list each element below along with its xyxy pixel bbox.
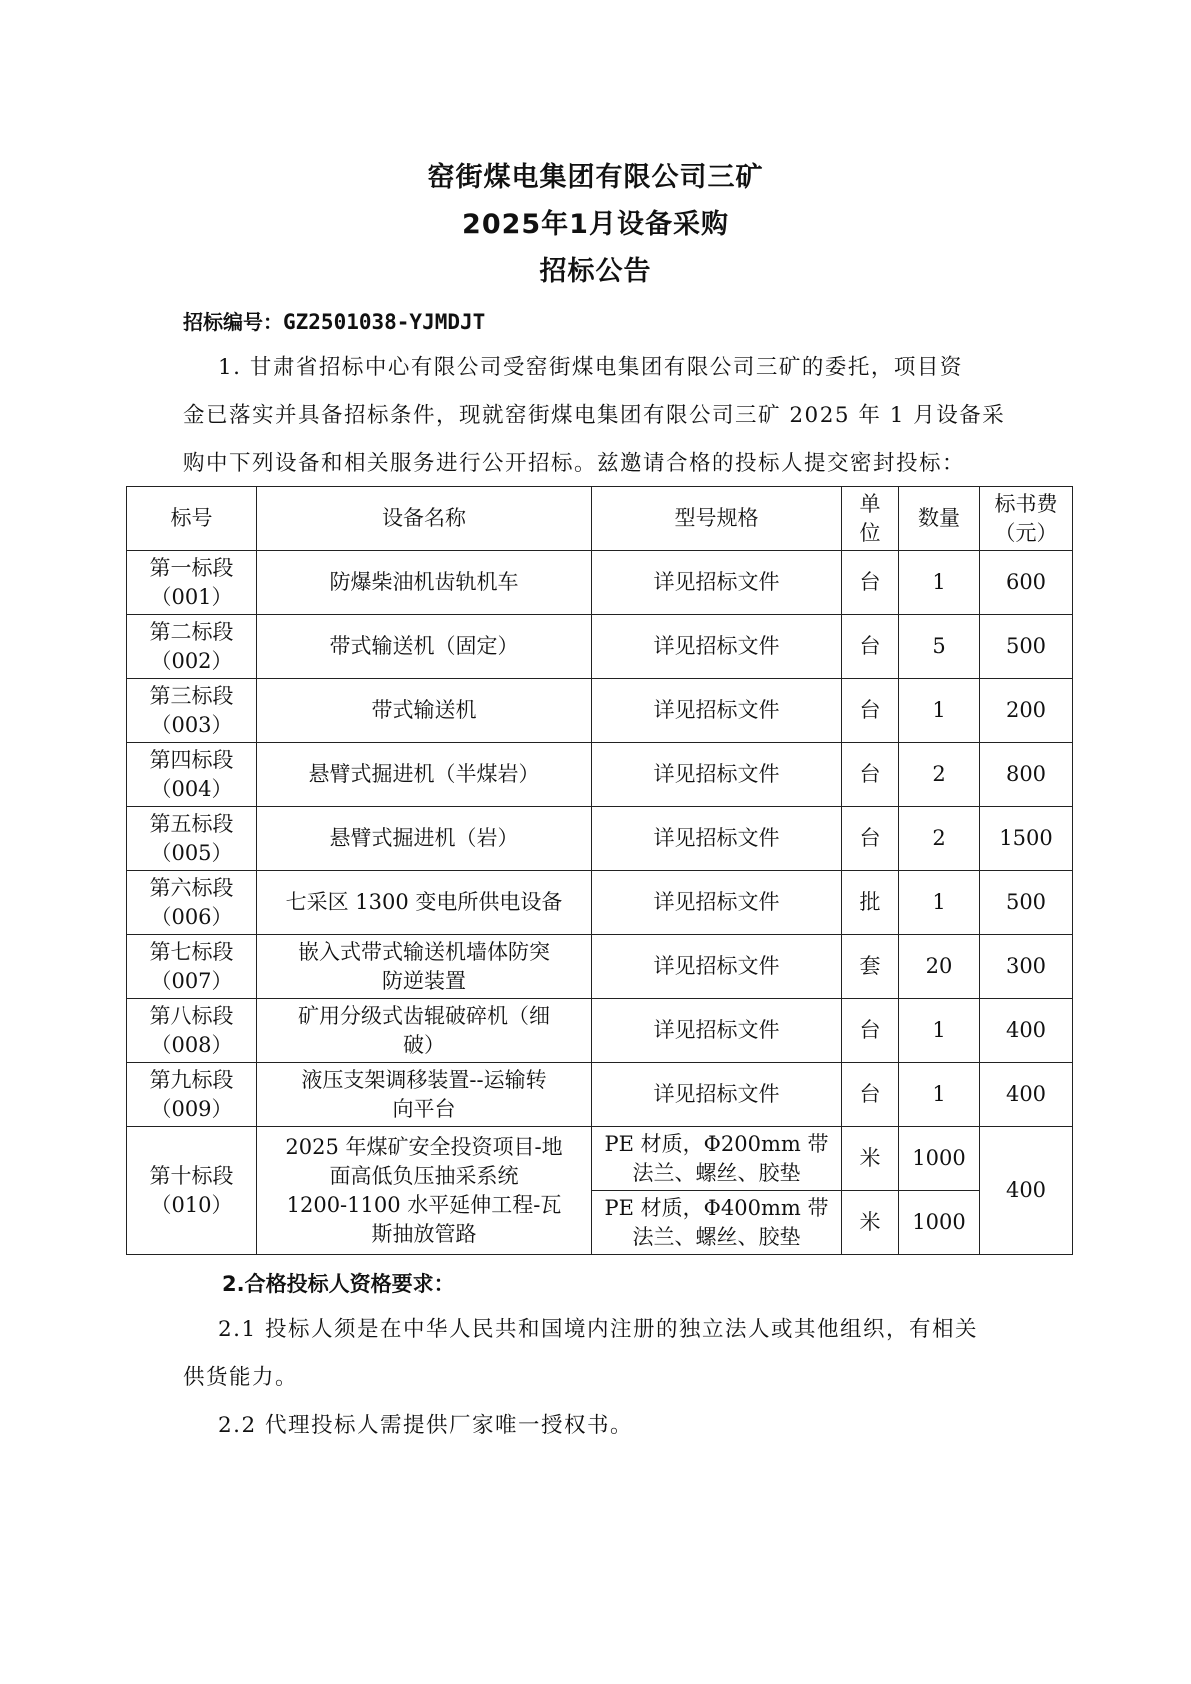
quantity-cell: 1 (899, 679, 980, 743)
header-equipment-name: 设备名称 (257, 487, 592, 551)
lot-name: 第三标段 (149, 683, 234, 708)
equipment-name-line1: 矿用分级式齿辊破碎机（细 (298, 1003, 550, 1028)
lot-code: （002） (150, 648, 233, 673)
fee-cell: 1500 (980, 807, 1073, 871)
equipment-name-cell (257, 935, 592, 999)
fee-cell: 500 (980, 871, 1073, 935)
lot-cell (127, 935, 257, 999)
table-row (127, 679, 1073, 743)
equipment-name-cell (257, 1063, 592, 1127)
fee-cell: 300 (980, 935, 1073, 999)
table-row-lot10-a (127, 1127, 1073, 1191)
equipment-name-line2: 破） (403, 1032, 445, 1057)
table-row (127, 807, 1073, 871)
bid-number-label: 招标编号： (183, 310, 283, 334)
equipment-name-line2: 向平台 (392, 1096, 456, 1121)
equipment-name-cell (257, 551, 592, 615)
unit-cell: 台 (842, 615, 899, 679)
intro-line-2: 金已落实并具备招标条件，现就窑街煤电集团有限公司三矿 2025 年 1 月设备采 (183, 403, 1006, 428)
fee-cell: 400 (980, 1063, 1073, 1127)
fee-cell: 400 (980, 1127, 1073, 1255)
equipment-name-line2: 防逆装置 (382, 968, 466, 993)
quantity-cell: 20 (899, 935, 980, 999)
lot-cell (127, 679, 257, 743)
header-unit (842, 487, 899, 551)
header-model-spec: 型号规格 (592, 487, 842, 551)
equipment-name-cell (257, 743, 592, 807)
bid-lots-table (126, 486, 1073, 1255)
project-title: 2025年1月设备采购 (462, 209, 729, 240)
lot-cell (127, 551, 257, 615)
equipment-name-line1: 七采区 1300 变电所供电设备 (285, 890, 563, 914)
unit-cell: 台 (842, 551, 899, 615)
quantity-cell: 1 (899, 551, 980, 615)
lot-cell (127, 1063, 257, 1127)
unit-cell: 台 (842, 679, 899, 743)
section2-heading: 2.合格投标人资格要求： (222, 1272, 455, 1296)
lot-cell (127, 999, 257, 1063)
lot-name: 第五标段 (149, 811, 234, 836)
spec-cell (592, 1191, 842, 1255)
lot-code: （009） (150, 1096, 233, 1121)
table-row (127, 1063, 1073, 1127)
unit-cell: 台 (842, 743, 899, 807)
lot-code: （005） (150, 840, 233, 865)
equipment-name-line2: 面高低负压抽采系统 (329, 1163, 519, 1188)
quantity-cell: 2 (899, 743, 980, 807)
table-row (127, 551, 1073, 615)
lot-cell (127, 615, 257, 679)
lot-name: 第八标段 (149, 1003, 234, 1028)
equipment-name-line4: 斯抽放管路 (371, 1221, 477, 1246)
lot-name: 第一标段 (149, 555, 234, 580)
fee-cell: 500 (980, 615, 1073, 679)
equipment-name-line1: 2025 年煤矿安全投资项目-地 (285, 1134, 563, 1159)
spec-cell: 详见招标文件 (592, 743, 842, 807)
spec-cell: 详见招标文件 (592, 935, 842, 999)
lot-code: （007） (150, 968, 233, 993)
intro-line-1: 1. 甘肃省招标中心有限公司受窑街煤电集团有限公司三矿的委托，项目资 (218, 355, 963, 380)
spec-cell: 详见招标文件 (592, 871, 842, 935)
lot-name: 第二标段 (149, 619, 234, 644)
unit-cell: 米 (842, 1127, 899, 1191)
unit-cell: 米 (842, 1191, 899, 1255)
equipment-name-line1: 嵌入式带式输送机墙体防突 (298, 939, 550, 964)
lot-name: 第四标段 (149, 747, 234, 772)
lot-cell (127, 871, 257, 935)
company-title: 窑街煤电集团有限公司三矿 (427, 162, 764, 193)
equipment-name-line1: 悬臂式掘进机（半煤岩） (308, 762, 540, 786)
equipment-name-line1: 悬臂式掘进机（岩） (329, 826, 519, 850)
document-type-title: 招标公告 (539, 256, 652, 287)
fee-cell: 800 (980, 743, 1073, 807)
fee-cell: 600 (980, 551, 1073, 615)
table-row (127, 743, 1073, 807)
lot-code: （006） (150, 904, 233, 929)
table-header-row (127, 487, 1073, 551)
spec-cell: 详见招标文件 (592, 551, 842, 615)
quantity-cell: 2 (899, 807, 980, 871)
lot-name: 第六标段 (149, 875, 234, 900)
spec-cell (592, 1127, 842, 1191)
unit-cell: 套 (842, 935, 899, 999)
lot-cell (127, 743, 257, 807)
section2-p1-line1: 2.1 投标人须是在中华人民共和国境内注册的独立法人或其他组织，有相关 (218, 1317, 979, 1342)
header-lot: 标号 (127, 487, 257, 551)
lot-cell (127, 1127, 257, 1255)
table-row (127, 615, 1073, 679)
quantity-cell: 1000 (899, 1127, 980, 1191)
header-fee (980, 487, 1073, 551)
equipment-name-cell (257, 807, 592, 871)
header-unit-line2: 位 (859, 520, 881, 545)
equipment-name-cell (257, 615, 592, 679)
spec-line2: 法兰、螺丝、胶垫 (632, 1224, 801, 1249)
lot-cell (127, 807, 257, 871)
intro-line-3: 购中下列设备和相关服务进行公开招标。兹邀请合格的投标人提交密封投标： (183, 451, 966, 476)
equipment-name-line3: 1200-1100 水平延伸工程-瓦 (286, 1192, 562, 1217)
header-fee-line2: （元） (994, 520, 1058, 545)
unit-cell: 台 (842, 807, 899, 871)
header-fee-line1: 标书费 (994, 491, 1058, 516)
equipment-name-line1: 防爆柴油机齿轨机车 (329, 570, 519, 594)
quantity-cell: 1 (899, 871, 980, 935)
equipment-name-cell (257, 1127, 592, 1255)
quantity-cell: 1000 (899, 1191, 980, 1255)
lot-code: （003） (150, 712, 233, 737)
lot-code: （004） (150, 776, 233, 801)
lot-code: （010） (150, 1192, 233, 1217)
spec-cell: 详见招标文件 (592, 807, 842, 871)
spec-cell: 详见招标文件 (592, 615, 842, 679)
quantity-cell: 5 (899, 615, 980, 679)
equipment-name-line1: 液压支架调移装置--运输转 (301, 1067, 547, 1092)
unit-cell: 台 (842, 1063, 899, 1127)
table-row (127, 999, 1073, 1063)
spec-line2: 法兰、螺丝、胶垫 (632, 1160, 801, 1185)
spec-cell: 详见招标文件 (592, 999, 842, 1063)
equipment-name-cell (257, 999, 592, 1063)
bid-number (183, 306, 485, 335)
header-quantity: 数量 (899, 487, 980, 551)
quantity-cell: 1 (899, 1063, 980, 1127)
equipment-name-cell (257, 871, 592, 935)
fee-cell: 400 (980, 999, 1073, 1063)
lot-name: 第十标段 (149, 1163, 234, 1188)
quantity-cell: 1 (899, 999, 980, 1063)
fee-cell: 200 (980, 679, 1073, 743)
spec-line1: PE 材质，Φ200mm 带 (604, 1131, 829, 1156)
lot-code: （008） (150, 1032, 233, 1057)
bid-number-value: GZ2501038-YJMDJT (283, 310, 486, 334)
section2-p1-line2: 供货能力。 (183, 1365, 299, 1390)
spec-cell: 详见招标文件 (592, 1063, 842, 1127)
lot-name: 第九标段 (149, 1067, 234, 1092)
lot-code: （001） (150, 584, 233, 609)
equipment-name-line1: 带式输送机（固定） (329, 634, 519, 658)
table-row (127, 935, 1073, 999)
unit-cell: 台 (842, 999, 899, 1063)
table-row (127, 871, 1073, 935)
equipment-name-line1: 带式输送机 (371, 698, 477, 722)
unit-cell: 批 (842, 871, 899, 935)
section2-p2: 2.2 代理投标人需提供厂家唯一授权书。 (218, 1413, 634, 1438)
header-unit-line1: 单 (859, 491, 881, 516)
equipment-name-cell (257, 679, 592, 743)
lot-name: 第七标段 (149, 939, 234, 964)
spec-cell: 详见招标文件 (592, 679, 842, 743)
spec-line1: PE 材质，Φ400mm 带 (604, 1195, 829, 1220)
